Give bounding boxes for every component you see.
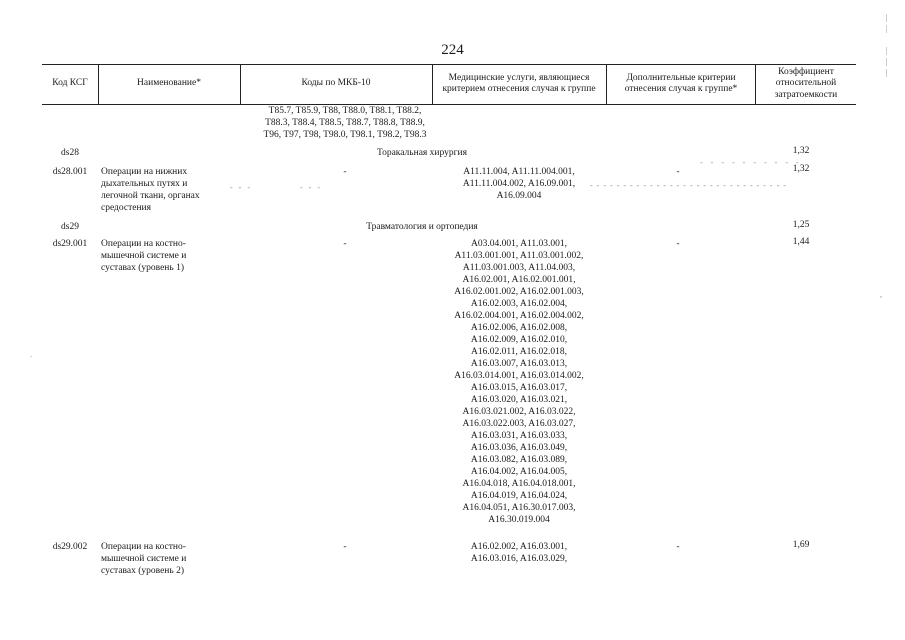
item-name-line: мышечной системе и bbox=[101, 554, 187, 564]
item-name-line: суставах (уровень 2) bbox=[101, 566, 185, 576]
service-line: A16.03.036, A16.03.049, bbox=[470, 443, 568, 453]
header-services bbox=[436, 64, 602, 104]
item-mkb: - bbox=[343, 167, 347, 177]
item-name-line: средостения bbox=[101, 203, 152, 213]
group-title: Торакальная хирургия bbox=[376, 148, 467, 158]
header-coef-label: Коэффициент относительной затратоемкости bbox=[774, 66, 838, 100]
group-coef: 1,32 bbox=[792, 146, 810, 156]
item-name-line: легочной ткани, органах bbox=[101, 191, 200, 201]
scan-artifact: , bbox=[880, 290, 882, 299]
service-line: A16.03.016, A16.03.029, bbox=[470, 554, 568, 564]
service-line: A16.03.031, A16.03.033, bbox=[470, 431, 568, 441]
scan-artifact: - - - - - - - - - - bbox=[700, 158, 802, 167]
service-line: A03.04.001, A11.03.001, bbox=[471, 239, 567, 249]
item-extra: - bbox=[676, 542, 680, 552]
service-line: A16.04.051, A16.30.017.003, bbox=[462, 503, 576, 513]
col-divider bbox=[755, 64, 756, 104]
header-mkb-label: Коды по МКБ-10 bbox=[301, 78, 371, 89]
group-code: ds29 bbox=[61, 222, 79, 232]
service-line: A16.02.004.001, A16.02.004.002, bbox=[454, 311, 584, 321]
mkb-continued-line: T88.3, T88.4, T88.5, T88.7, T88.8, T88.9, bbox=[265, 118, 425, 128]
item-name-line: дыхательных путях и bbox=[101, 179, 188, 189]
item-name-line: Операции на костно- bbox=[101, 239, 186, 249]
scan-artifact: - - - - - - - - - - - - - - - - - - - - - - - - - - - - - - bbox=[590, 181, 787, 190]
header-name bbox=[98, 64, 240, 104]
mkb-continued-line: T96, T97, T98, T98.0, T98.1, T98.2, T98.3 bbox=[263, 130, 427, 140]
header-code-label: Код КСГ bbox=[52, 78, 88, 89]
service-line: A16.02.001.002, A16.02.001.003, bbox=[454, 287, 584, 297]
header-extra bbox=[610, 64, 752, 104]
service-line: A16.03.007, A16.03.013, bbox=[470, 359, 568, 369]
col-divider bbox=[606, 64, 607, 104]
service-line: A16.04.002, A16.04.005, bbox=[470, 467, 568, 477]
service-line: A16.09.004 bbox=[496, 191, 542, 201]
item-mkb: - bbox=[343, 239, 347, 249]
scan-artifact: - - - bbox=[300, 183, 322, 192]
item-code: ds29.001 bbox=[52, 239, 88, 249]
item-coef: 1,32 bbox=[792, 164, 810, 174]
service-line: A11.11.004.002, A16.09.001, bbox=[462, 179, 576, 189]
scan-artifact: - - - bbox=[230, 183, 252, 192]
service-line: A16.02.011, A16.02.018, bbox=[471, 347, 567, 357]
service-line: A11.03.001.003, A11.04.003, bbox=[462, 263, 576, 273]
item-code: ds29.002 bbox=[52, 542, 88, 552]
service-line: A16.03.014.001, A16.03.014.002, bbox=[454, 371, 584, 381]
col-divider bbox=[432, 64, 433, 104]
scan-artifact: | | | | | bbox=[886, 13, 888, 77]
service-line: A16.03.022.003, A16.03.027, bbox=[462, 419, 576, 429]
header-extra-label: Дополнительные критерии отнесения случая к группе* bbox=[624, 72, 738, 94]
group-title: Травматология и ортопедия bbox=[366, 222, 478, 232]
service-line: A16.02.001, A16.02.001.001, bbox=[462, 275, 576, 285]
header-code bbox=[42, 64, 98, 104]
header-mkb bbox=[240, 64, 432, 104]
service-line: A16.02.002, A16.03.001, bbox=[470, 542, 568, 552]
item-name-line: суставах (уровень 1) bbox=[101, 263, 185, 273]
service-line: A11.03.001.001, A11.03.001.002, bbox=[454, 251, 584, 261]
header-services-label: Медицинские услуги, являющиеся критерием отнесения случая к группе bbox=[442, 72, 596, 94]
service-line: A16.02.006, A16.02.008, bbox=[470, 323, 568, 333]
header-name-label: Наименование* bbox=[137, 78, 201, 89]
item-coef: 1,44 bbox=[792, 237, 810, 247]
item-extra: - bbox=[676, 167, 680, 177]
item-extra: - bbox=[676, 239, 680, 249]
service-line: A16.02.003, A16.02.004, bbox=[470, 299, 568, 309]
item-coef: 1,69 bbox=[792, 540, 810, 550]
item-code: ds28.001 bbox=[52, 167, 88, 177]
service-line: A16.03.082, A16.03.089, bbox=[470, 455, 568, 465]
service-line: A16.30.019.004 bbox=[488, 515, 550, 525]
item-name-line: мышечной системе и bbox=[101, 251, 187, 261]
group-code: ds28 bbox=[61, 148, 79, 158]
service-line: A16.03.021.002, A16.03.022, bbox=[462, 407, 576, 417]
service-line: A16.04.019, A16.04.024, bbox=[470, 491, 568, 501]
item-name-line: Операции на нижних bbox=[101, 167, 188, 177]
service-line: A16.03.015, A16.03.017, bbox=[470, 383, 568, 393]
group-coef: 1,25 bbox=[792, 220, 810, 230]
service-line: A16.02.009, A16.02.010, bbox=[470, 335, 568, 345]
service-line: A16.03.020, A16.03.021, bbox=[470, 395, 568, 405]
service-line: A16.04.018, A16.04.018.001, bbox=[462, 479, 576, 489]
scan-artifact: . bbox=[30, 350, 32, 359]
item-name-line: Операции на костно- bbox=[101, 542, 186, 552]
page-number: 224 bbox=[441, 42, 464, 58]
mkb-continued-line: T85.7, T85.9, T88, T88.0, T88.1, T88.2, bbox=[268, 106, 422, 116]
service-line: A11.11.004, A11.11.004.001, bbox=[463, 167, 575, 177]
header-bottom-rule bbox=[42, 104, 856, 105]
item-mkb: - bbox=[343, 542, 347, 552]
header-coef bbox=[758, 64, 854, 104]
